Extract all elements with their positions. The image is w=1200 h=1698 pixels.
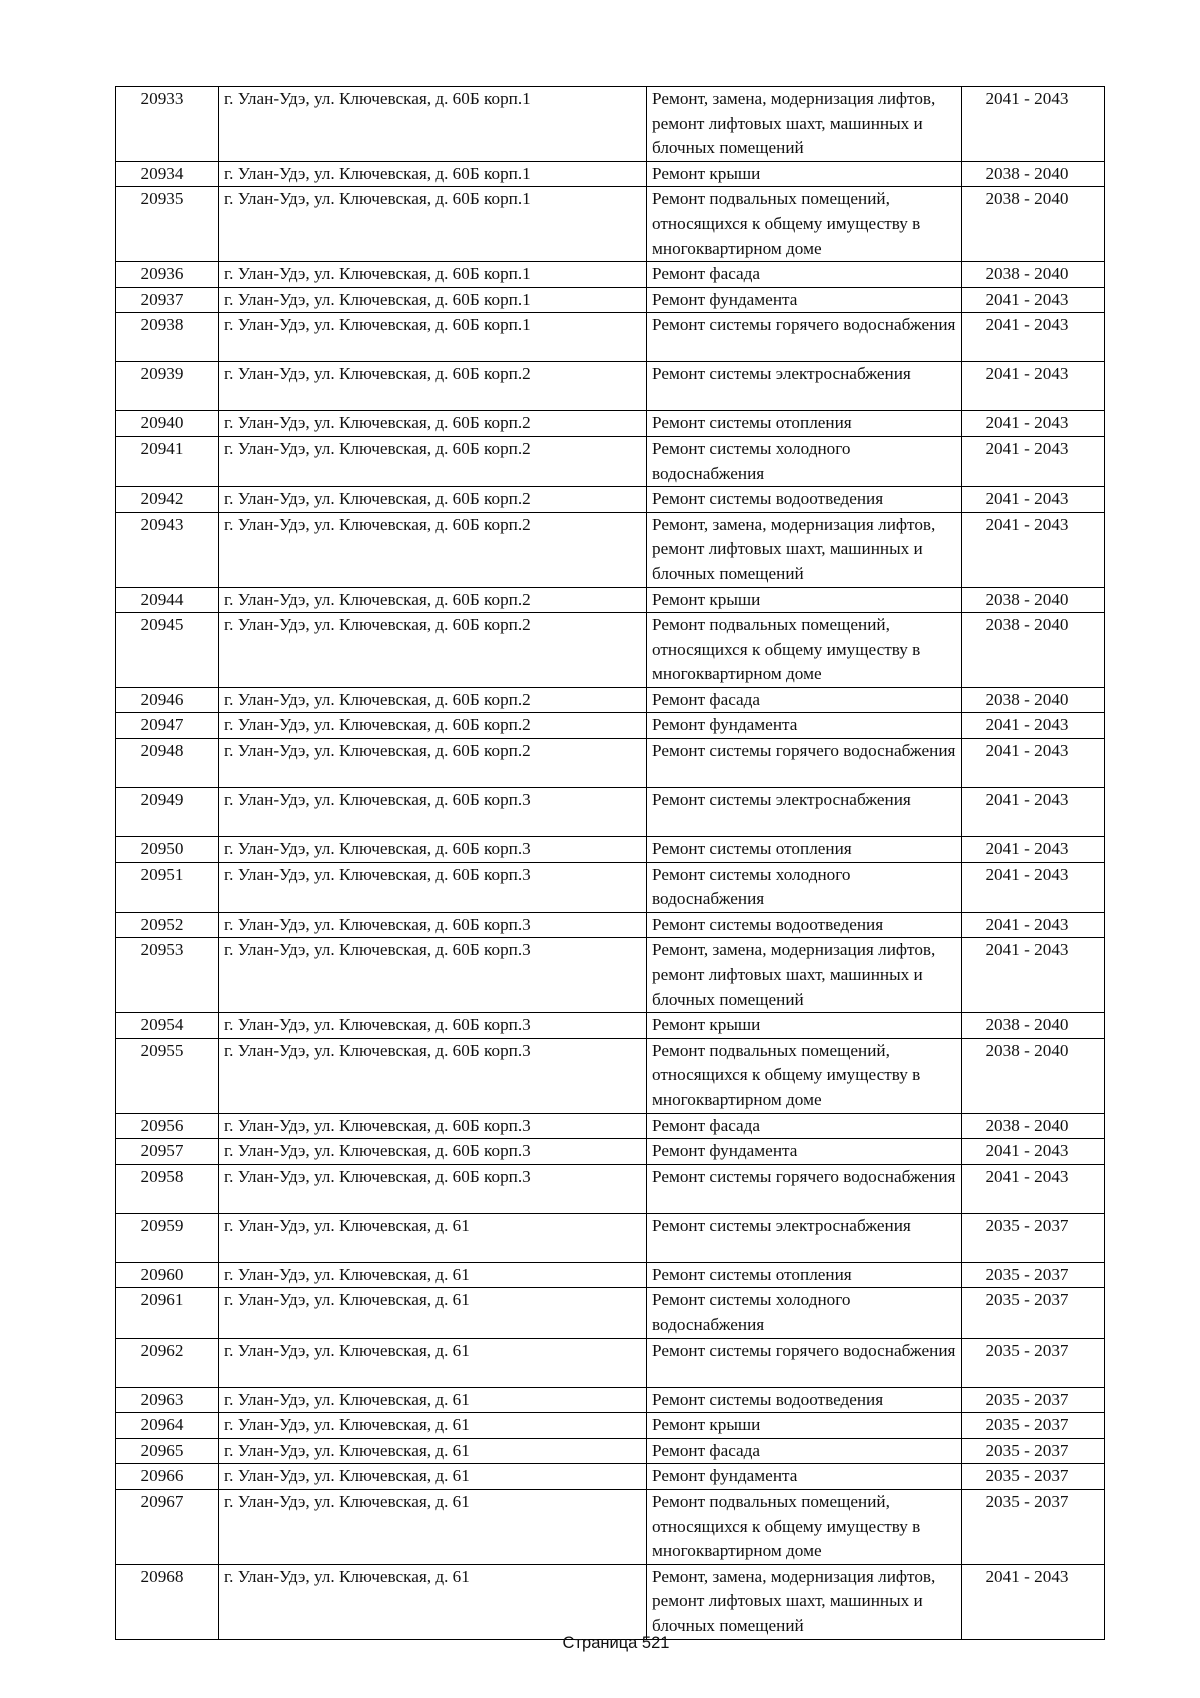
period-cell: 2035 - 2037 [962, 1464, 1105, 1490]
address-cell: г. Улан-Удэ, ул. Ключевская, д. 60Б корп.2 [219, 487, 647, 513]
table-row [116, 1288, 1105, 1338]
address-cell: г. Улан-Удэ, ул. Ключевская, д. 60Б корп.3 [219, 788, 647, 837]
table-row [116, 287, 1105, 313]
work-type-cell: Ремонт системы холодного водоснабжения [647, 1288, 962, 1338]
work-type-cell: Ремонт крыши [647, 161, 962, 187]
table-row [116, 87, 1105, 162]
period-cell: 2041 - 2043 [962, 487, 1105, 513]
period-cell: 2035 - 2037 [962, 1387, 1105, 1413]
table-row [116, 1413, 1105, 1439]
row-number-cell: 20964 [116, 1413, 219, 1439]
work-type-cell: Ремонт системы горячего водоснабжения [647, 1338, 962, 1387]
address-cell: г. Улан-Удэ, ул. Ключевская, д. 60Б корп.3 [219, 837, 647, 863]
period-cell: 2041 - 2043 [962, 788, 1105, 837]
row-number-cell: 20940 [116, 411, 219, 437]
row-number-cell: 20943 [116, 512, 219, 587]
address-cell: г. Улан-Удэ, ул. Ключевская, д. 61 [219, 1213, 647, 1262]
table-row [116, 837, 1105, 863]
row-number-cell: 20941 [116, 436, 219, 486]
work-type-cell: Ремонт системы отопления [647, 837, 962, 863]
work-type-cell: Ремонт фасада [647, 687, 962, 713]
row-number-cell: 20966 [116, 1464, 219, 1490]
row-number-cell: 20949 [116, 788, 219, 837]
work-type-cell: Ремонт системы электроснабжения [647, 1213, 962, 1262]
table-row [116, 1489, 1105, 1564]
address-cell: г. Улан-Удэ, ул. Ключевская, д. 60Б корп.2 [219, 713, 647, 739]
period-cell: 2038 - 2040 [962, 587, 1105, 613]
address-cell: г. Улан-Удэ, ул. Ключевская, д. 60Б корп.3 [219, 938, 647, 1013]
table-row [116, 1139, 1105, 1165]
table-row [116, 1013, 1105, 1039]
work-type-cell: Ремонт системы холодного водоснабжения [647, 862, 962, 912]
period-cell: 2038 - 2040 [962, 187, 1105, 262]
period-cell: 2041 - 2043 [962, 362, 1105, 411]
table-row [116, 862, 1105, 912]
address-cell: г. Улан-Удэ, ул. Ключевская, д. 61 [219, 1262, 647, 1288]
table-row [116, 436, 1105, 486]
work-type-cell: Ремонт, замена, модернизация лифтов, ремонт лифтовых шахт, машинных и блочных помещений [647, 938, 962, 1013]
address-cell: г. Улан-Удэ, ул. Ключевская, д. 60Б корп.3 [219, 912, 647, 938]
work-type-cell: Ремонт системы холодного водоснабжения [647, 436, 962, 486]
row-number-cell: 20933 [116, 87, 219, 162]
address-cell: г. Улан-Удэ, ул. Ключевская, д. 61 [219, 1438, 647, 1464]
address-cell: г. Улан-Удэ, ул. Ключевская, д. 61 [219, 1288, 647, 1338]
work-type-cell: Ремонт системы отопления [647, 1262, 962, 1288]
work-type-cell: Ремонт крыши [647, 1413, 962, 1439]
work-type-cell: Ремонт фасада [647, 1113, 962, 1139]
work-type-cell: Ремонт подвальных помещений, относящихся к общему имуществу в многоквартирном доме [647, 1038, 962, 1113]
address-cell: г. Улан-Удэ, ул. Ключевская, д. 60Б корп.2 [219, 436, 647, 486]
row-number-cell: 20958 [116, 1164, 219, 1213]
address-cell: г. Улан-Удэ, ул. Ключевская, д. 60Б корп.3 [219, 1164, 647, 1213]
work-type-cell: Ремонт, замена, модернизация лифтов, ремонт лифтовых шахт, машинных и блочных помещений [647, 512, 962, 587]
address-cell: г. Улан-Удэ, ул. Ключевская, д. 61 [219, 1413, 647, 1439]
table-row [116, 411, 1105, 437]
period-cell: 2041 - 2043 [962, 287, 1105, 313]
row-number-cell: 20937 [116, 287, 219, 313]
period-cell: 2035 - 2037 [962, 1413, 1105, 1439]
row-number-cell: 20954 [116, 1013, 219, 1039]
repair-schedule-table [115, 86, 1105, 1640]
table-row [116, 1213, 1105, 1262]
table-row [116, 587, 1105, 613]
row-number-cell: 20938 [116, 313, 219, 362]
period-cell: 2038 - 2040 [962, 1038, 1105, 1113]
address-cell: г. Улан-Удэ, ул. Ключевская, д. 60Б корп.1 [219, 262, 647, 288]
address-cell: г. Улан-Удэ, ул. Ключевская, д. 61 [219, 1387, 647, 1413]
row-number-cell: 20953 [116, 938, 219, 1013]
period-cell: 2041 - 2043 [962, 862, 1105, 912]
period-cell: 2038 - 2040 [962, 262, 1105, 288]
period-cell: 2035 - 2037 [962, 1288, 1105, 1338]
work-type-cell: Ремонт фундамента [647, 1139, 962, 1165]
table-row [116, 713, 1105, 739]
table-row [116, 613, 1105, 688]
row-number-cell: 20955 [116, 1038, 219, 1113]
period-cell: 2035 - 2037 [962, 1438, 1105, 1464]
address-cell: г. Улан-Удэ, ул. Ключевская, д. 61 [219, 1489, 647, 1564]
table-row [116, 1113, 1105, 1139]
table-row [116, 1438, 1105, 1464]
work-type-cell: Ремонт фасада [647, 262, 962, 288]
table-row [116, 938, 1105, 1013]
row-number-cell: 20960 [116, 1262, 219, 1288]
work-type-cell: Ремонт фасада [647, 1438, 962, 1464]
row-number-cell: 20961 [116, 1288, 219, 1338]
table-row [116, 1564, 1105, 1639]
address-cell: г. Улан-Удэ, ул. Ключевская, д. 60Б корп.2 [219, 362, 647, 411]
period-cell: 2035 - 2037 [962, 1338, 1105, 1387]
table-row [116, 487, 1105, 513]
row-number-cell: 20957 [116, 1139, 219, 1165]
work-type-cell: Ремонт подвальных помещений, относящихся к общему имуществу в многоквартирном доме [647, 1489, 962, 1564]
period-cell: 2041 - 2043 [962, 512, 1105, 587]
table-row [116, 1038, 1105, 1113]
table-row [116, 912, 1105, 938]
period-cell: 2035 - 2037 [962, 1262, 1105, 1288]
period-cell: 2038 - 2040 [962, 1113, 1105, 1139]
row-number-cell: 20942 [116, 487, 219, 513]
address-cell: г. Улан-Удэ, ул. Ключевская, д. 60Б корп.1 [219, 87, 647, 162]
table-row [116, 161, 1105, 187]
row-number-cell: 20967 [116, 1489, 219, 1564]
address-cell: г. Улан-Удэ, ул. Ключевская, д. 61 [219, 1338, 647, 1387]
work-type-cell: Ремонт системы горячего водоснабжения [647, 1164, 962, 1213]
page-number: Страница 521 [562, 1634, 670, 1652]
address-cell: г. Улан-Удэ, ул. Ключевская, д. 60Б корп.3 [219, 1139, 647, 1165]
table-row [116, 788, 1105, 837]
table-row [116, 1387, 1105, 1413]
address-cell: г. Улан-Удэ, ул. Ключевская, д. 60Б корп.3 [219, 862, 647, 912]
table-row [116, 739, 1105, 788]
table-row [116, 1464, 1105, 1490]
row-number-cell: 20962 [116, 1338, 219, 1387]
work-type-cell: Ремонт системы водоотведения [647, 912, 962, 938]
period-cell: 2035 - 2037 [962, 1489, 1105, 1564]
address-cell: г. Улан-Удэ, ул. Ключевская, д. 60Б корп.2 [219, 512, 647, 587]
row-number-cell: 20947 [116, 713, 219, 739]
work-type-cell: Ремонт системы электроснабжения [647, 788, 962, 837]
work-type-cell: Ремонт, замена, модернизация лифтов, ремонт лифтовых шахт, машинных и блочных помещений [647, 87, 962, 162]
work-type-cell: Ремонт фундамента [647, 287, 962, 313]
period-cell: 2041 - 2043 [962, 739, 1105, 788]
address-cell: г. Улан-Удэ, ул. Ключевская, д. 60Б корп.1 [219, 187, 647, 262]
work-type-cell: Ремонт подвальных помещений, относящихся к общему имуществу в многоквартирном доме [647, 613, 962, 688]
period-cell: 2041 - 2043 [962, 713, 1105, 739]
work-type-cell: Ремонт, замена, модернизация лифтов, ремонт лифтовых шахт, машинных и блочных помещений [647, 1564, 962, 1639]
address-cell: г. Улан-Удэ, ул. Ключевская, д. 61 [219, 1464, 647, 1490]
address-cell: г. Улан-Удэ, ул. Ключевская, д. 60Б корп.3 [219, 1013, 647, 1039]
row-number-cell: 20952 [116, 912, 219, 938]
address-cell: г. Улан-Удэ, ул. Ключевская, д. 60Б корп.3 [219, 1113, 647, 1139]
table-row [116, 687, 1105, 713]
address-cell: г. Улан-Удэ, ул. Ключевская, д. 60Б корп.3 [219, 1038, 647, 1113]
work-type-cell: Ремонт системы отопления [647, 411, 962, 437]
period-cell: 2041 - 2043 [962, 411, 1105, 437]
row-number-cell: 20950 [116, 837, 219, 863]
row-number-cell: 20935 [116, 187, 219, 262]
address-cell: г. Улан-Удэ, ул. Ключевская, д. 60Б корп.2 [219, 613, 647, 688]
row-number-cell: 20944 [116, 587, 219, 613]
row-number-cell: 20939 [116, 362, 219, 411]
row-number-cell: 20948 [116, 739, 219, 788]
table-row [116, 1338, 1105, 1387]
row-number-cell: 20956 [116, 1113, 219, 1139]
period-cell: 2038 - 2040 [962, 613, 1105, 688]
row-number-cell: 20965 [116, 1438, 219, 1464]
work-type-cell: Ремонт системы водоотведения [647, 487, 962, 513]
table-row [116, 187, 1105, 262]
work-type-cell: Ремонт системы водоотведения [647, 1387, 962, 1413]
period-cell: 2041 - 2043 [962, 912, 1105, 938]
work-type-cell: Ремонт системы электроснабжения [647, 362, 962, 411]
row-number-cell: 20936 [116, 262, 219, 288]
row-number-cell: 20963 [116, 1387, 219, 1413]
table-row [116, 262, 1105, 288]
work-type-cell: Ремонт фундамента [647, 713, 962, 739]
work-type-cell: Ремонт подвальных помещений, относящихся к общему имуществу в многоквартирном доме [647, 187, 962, 262]
address-cell: г. Улан-Удэ, ул. Ключевская, д. 60Б корп.2 [219, 411, 647, 437]
row-number-cell: 20946 [116, 687, 219, 713]
period-cell: 2041 - 2043 [962, 1164, 1105, 1213]
address-cell: г. Улан-Удэ, ул. Ключевская, д. 60Б корп.1 [219, 313, 647, 362]
address-cell: г. Улан-Удэ, ул. Ключевская, д. 60Б корп.2 [219, 687, 647, 713]
address-cell: г. Улан-Удэ, ул. Ключевская, д. 61 [219, 1564, 647, 1639]
row-number-cell: 20959 [116, 1213, 219, 1262]
work-type-cell: Ремонт системы горячего водоснабжения [647, 313, 962, 362]
period-cell: 2041 - 2043 [962, 1564, 1105, 1639]
work-type-cell: Ремонт крыши [647, 1013, 962, 1039]
period-cell: 2038 - 2040 [962, 161, 1105, 187]
period-cell: 2041 - 2043 [962, 1139, 1105, 1165]
table-row [116, 1164, 1105, 1213]
address-cell: г. Улан-Удэ, ул. Ключевская, д. 60Б корп.1 [219, 161, 647, 187]
period-cell: 2041 - 2043 [962, 87, 1105, 162]
address-cell: г. Улан-Удэ, ул. Ключевская, д. 60Б корп.1 [219, 287, 647, 313]
row-number-cell: 20968 [116, 1564, 219, 1639]
work-type-cell: Ремонт фундамента [647, 1464, 962, 1490]
table-row [116, 362, 1105, 411]
address-cell: г. Улан-Удэ, ул. Ключевская, д. 60Б корп.2 [219, 739, 647, 788]
work-type-cell: Ремонт крыши [647, 587, 962, 613]
period-cell: 2035 - 2037 [962, 1213, 1105, 1262]
period-cell: 2041 - 2043 [962, 313, 1105, 362]
period-cell: 2038 - 2040 [962, 1013, 1105, 1039]
work-type-cell: Ремонт системы горячего водоснабжения [647, 739, 962, 788]
table-row [116, 512, 1105, 587]
row-number-cell: 20934 [116, 161, 219, 187]
period-cell: 2041 - 2043 [962, 938, 1105, 1013]
period-cell: 2041 - 2043 [962, 436, 1105, 486]
table-row [116, 1262, 1105, 1288]
period-cell: 2041 - 2043 [962, 837, 1105, 863]
address-cell: г. Улан-Удэ, ул. Ключевская, д. 60Б корп.2 [219, 587, 647, 613]
period-cell: 2038 - 2040 [962, 687, 1105, 713]
row-number-cell: 20945 [116, 613, 219, 688]
table-row [116, 313, 1105, 362]
row-number-cell: 20951 [116, 862, 219, 912]
table-body [116, 87, 1105, 1640]
